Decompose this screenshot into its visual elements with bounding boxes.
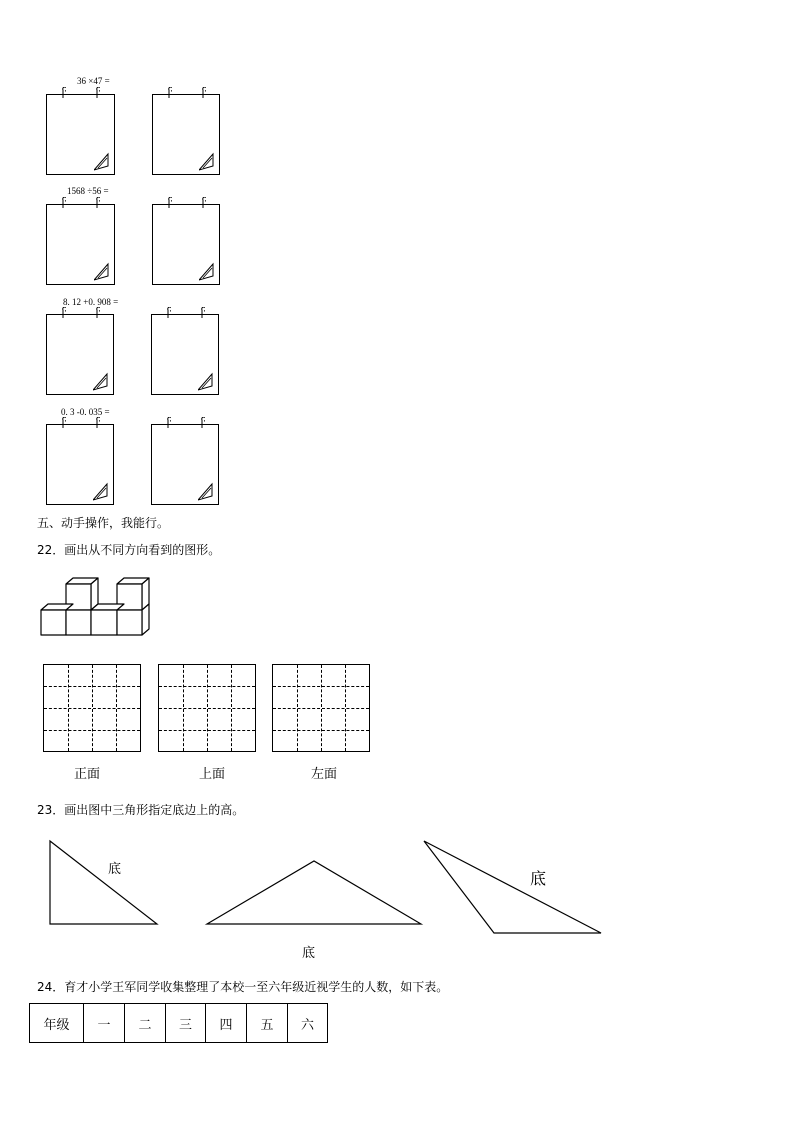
ring-icon [200,197,206,208]
ring-icon [200,87,206,98]
ring-icon [165,417,171,428]
table-row [30,1004,328,1043]
page-curl-icon [93,482,111,502]
view-label-front: 正面 [74,767,101,782]
ring-icon [94,417,100,428]
table-cell: 一 [84,1004,125,1043]
ring-icon [94,87,100,98]
exercise-expression: 36 ×47 = [77,76,110,86]
table-cell: 五 [247,1004,288,1043]
ring-icon [60,197,66,208]
base-label: 底 [530,869,547,888]
exercise-expression: 1568 ÷56 = [67,186,109,196]
working-notepad[interactable] [46,314,114,395]
scalene-triangle [424,841,601,933]
ring-icon [199,417,205,428]
table-cell: 三 [166,1004,206,1043]
page-curl-icon [94,262,112,282]
exercise-expression: 8. 12 +0. 908 = [63,297,119,307]
view-label-left: 左面 [311,767,338,782]
triangles-figure [0,830,620,940]
page-curl-icon [199,152,217,172]
page-curl-icon [93,372,111,392]
answer-notepad[interactable] [151,424,219,505]
page-curl-icon [94,152,112,172]
section-heading: 五、动手操作，我能行。 [37,516,170,530]
page-curl-icon [198,482,216,502]
ring-icon [94,307,100,318]
drawing-grid-top[interactable] [158,664,256,752]
obtuse-triangle [207,861,421,924]
cube-stack-figure [38,576,152,638]
ring-icon [60,307,66,318]
table-cell: 年级 [30,1004,84,1043]
working-notepad[interactable] [46,204,115,285]
question-24-text: 24．育才小学王军同学收集整理了本校一至六年级近视学生的人数，如下表。 [37,980,449,994]
ring-icon [60,87,66,98]
view-label-top: 上面 [199,767,226,782]
table-cell: 六 [288,1004,328,1043]
table-cell: 二 [125,1004,166,1043]
page-curl-icon [198,372,216,392]
page-curl-icon [199,262,217,282]
answer-notepad[interactable] [151,314,219,395]
ring-icon [166,197,172,208]
working-notepad[interactable] [46,94,115,175]
ring-icon [166,87,172,98]
ring-icon [165,307,171,318]
exercise-expression: 0. 3 -0. 035 = [61,407,110,417]
ring-icon [60,417,66,428]
answer-notepad[interactable] [152,94,220,175]
question-23-text: 23．画出图中三角形指定底边上的高。 [37,803,245,817]
table-cell: 四 [206,1004,247,1043]
working-notepad[interactable] [46,424,114,505]
drawing-grid-left[interactable] [272,664,370,752]
base-label: 底 [302,946,316,961]
drawing-grid-front[interactable] [43,664,141,752]
myopia-table [29,1003,328,1043]
ring-icon [94,197,100,208]
right-triangle [50,841,157,924]
question-22-text: 22．画出从不同方向看到的图形。 [37,543,221,557]
ring-icon [199,307,205,318]
answer-notepad[interactable] [152,204,220,285]
base-label: 底 [108,862,122,877]
